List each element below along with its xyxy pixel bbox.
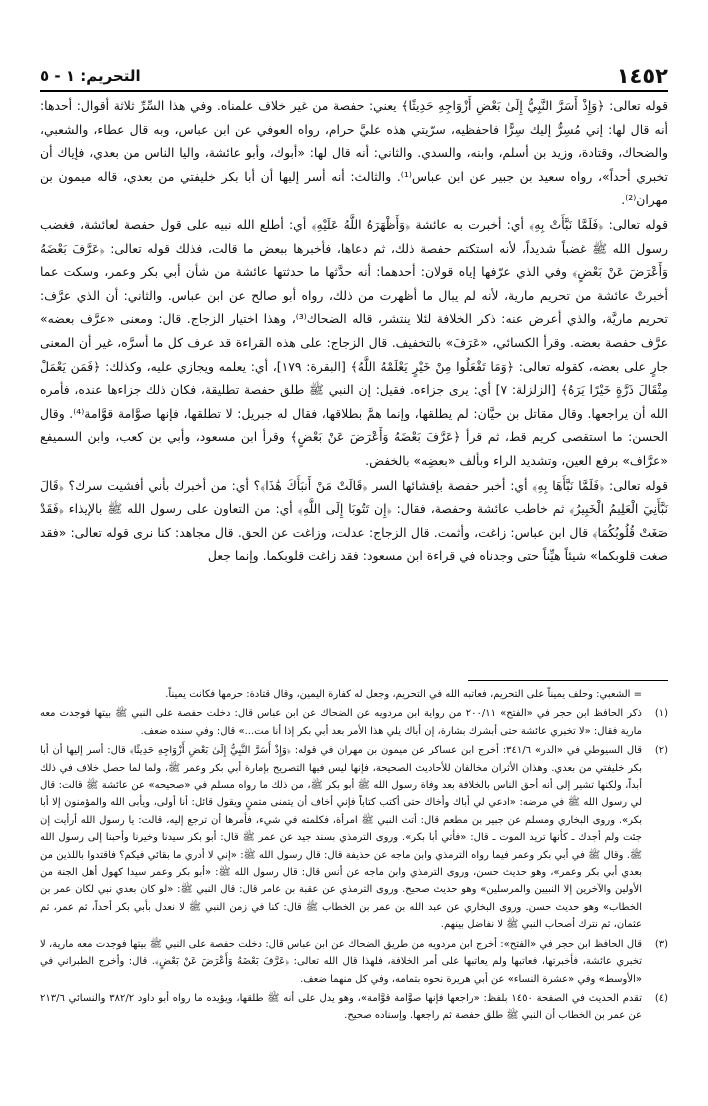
footnote-3 <box>40 936 668 988</box>
footnote-4 <box>40 990 668 1025</box>
footnotes <box>40 686 668 1027</box>
paragraph-verse-3: قوله تعالى: ﴿فَلَمَّا نَبَّأَهَا بِهِ﴾ أي: أخبر حفصة بإفشائها السر ﴿قَالَتْ مَنْ أَنبَأَكَ هَٰذَا﴾؟ أي: من أخبرك بأني أفشيت سرك؟ ﴿قَالَ نَبَّأَنِيَ الْعَلِيمُ الْخَبِيرُ﴾ ثم خاطب عائشة وحفصة، فقال: ﴿إِن تَتُوبَا إِلَى اللَّهِ﴾ أي: من التعاون على رسول الله ﷺ بالإيذاء ﴿فَقَدْ صَغَتْ قُلُوبُكُمَا﴾ قال ابن عباس: زاغت، وأثمت. قال الزجاج: عدلت، وزاغت عن الحق. قال مجاهد: كنا نرى قوله تعالى: «فقد صغت قلوبكما» شيئاً هيِّناً حتى وجدناه في قراءة ابن مسعود: فقد زاغت قلوبكما. وإنما جعل <box>40 477 668 564</box>
running-title: التحريم: ١ - ٥ <box>40 67 141 85</box>
footnote-number: (٤) <box>654 992 668 1004</box>
paragraph-verse-1: قوله تعالى: ﴿وَإِذْ أَسَرَّ النَّبِيُّ إِلَىٰ بَعْضِ أَزْوَاجِهِ حَدِيثًا﴾ يعني: حفصة من غير خلاف علمناه. وفي هذا السِّرِّ ثلاثة أقوال: أحدها: أنه قال لها: إني مُسِرٌّ إليك سِرًّا فاحفظيه، سرّيتي هذه عليَّ حرام، رواه العوفي عن ابن عباس، وبه قال عطاء، والشعبي، والضحاك، وقتادة، وزيد بن أسلم، وابنه، والسدي. والثاني: أنه قال لها: «أبوك، وأبو عائشة، واليا الناس من بعدي، فإياك أن تخبري أحداً»، رواه سعيد بن جبير عن ابن عباس⁽¹⁾. والثالث: أنه أسر إليها أن أبا بكر خليفتي من بعدي، قاله ميمون بن مهران⁽²⁾. <box>40 98 668 208</box>
footnote-text: قال الحافظ ابن حجر في «الفتح»: أخرج ابن مردويه من طريق الضحاك عن ابن عباس قال: دخلت حفصة على النبي ﷺ بيتها فوجدت معه مارية، لا تخبري عائشة، فأخبرتها، فعاتبها ولم يعاتبها على أمر الخلافة، فلهذا قال الله تعالى: ﴿عَرَّفَ بَعْضَهُ وَأَعْرَضَ عَنْ بَعْضٍ﴾. قال: وأخرج الطبراني في «الأوسط» وفي «عشرة النساء» عن أبي هريرة نحوه بتمامه، وفي كل منهما ضعف. <box>40 938 642 985</box>
footnote-2 <box>40 742 668 933</box>
footnote-1 <box>40 705 668 740</box>
page-header <box>40 62 668 92</box>
page-number: ١٤٥٢ <box>616 64 668 88</box>
footnote-text: ذكر الحافظ ابن حجر في «الفتح» ٢٠٠/١١ من رواية ابن مردويه عن الضحاك عن ابن عباس قال: دخلت حفصة على النبي ﷺ بيتها فوجدت معه مارية فقال: «لا تخبري عائشة حتى أبشرك بشارة، إن أباك يلي هذا الأمر بعد أبي بكر إذا أنا مت...» قال: وفي سنده ضعف. <box>40 708 642 737</box>
footnote-continuation <box>40 686 668 703</box>
footnote-number: (٣) <box>654 938 668 950</box>
footnote-text: = الشعبي: وحلف يميناً على التحريم، فعاتبه الله في التحريم، وجعل له كفارة اليمين، وقال قتادة: حرمها فكانت يميناً. <box>165 689 642 700</box>
footnote-number: (١) <box>654 708 668 720</box>
paragraph-verse-2: قوله تعالى: ﴿فَلَمَّا نَبَّأَتْ بِهِ﴾ أي: أخبرت به عائشة ﴿وَأَظْهَرَهُ اللَّهُ عَلَيْهِ﴾ أي: أطلع الله نبيه على قول حفصة لعائشة، فغضب رسول الله ﷺ غضباً شديداً، لأنه استكتم حفصة ذلك، ثم دعاها، فأخبرها ببعض ما قالت، فذلك قوله تعالى: ﴿عَرَّفَ بَعْضَهُ وَأَعْرَضَ عَنْ بَعْضٍ﴾ وفي الذي عرّفها إياه قولان: أحدهما: أنه حدَّثها ما حدثتها عائشة من شأن أبي بكر وعمر، وسكت عما أخبرتْ عائشة من تحريم مارية، لأنه لم يبال ما أظهرت من ذلك، رواه أبو صالح عن ابن عباس. والثاني: أن الذي عرَّف: تحريم ماريَّة، والذي أعرض عنه: ذكر الخلافة لئلا ينتشر، قاله الضحاك⁽³⁾، وهذا اختيار الزجاج. قال: ومعنى «عرَّف بعضه» عرَّف حفصة بعضه. وقرأ الكسائي، «عَرَفَ» بالتخفيف. قال الزجاج: على هذه القراءة قد عرف كل ما أسرَّه، غير أن المعنى جارٍ على بعضه، كقوله تعالى: ﴿وَمَا تَفْعَلُوا مِنْ خَيْرٍ يَعْلَمْهُ اللَّهُ﴾ [البقرة: ١٧٩]، أي: يعلمه ويجازي عليه، وكذلك: ﴿فَمَن يَعْمَلْ مِثْقَالَ ذَرَّةٍ خَيْرًا يَرَهُ﴾ [الزلزلة: ٧] أي: يرى جزاءه. فقيل: إن النبي ﷺ طلق حفصة تطليقة، فكان ذلك جزاءها عنده، فأمره الله أن يراجعها. وقال مقاتل بن حيَّان: لم يطلقها، وإنما همَّ بطلاقها، فقال له جبريل: لا تطلقها، فإنها صوَّامة قوَّامة⁽⁴⁾. وقال الحسن: ما استقصى كريم قط، ثم قرأ ﴿عَرَّفَ بَعْضَهُ وَأَعْرَضَ عَنْ بَعْضٍ﴾ وقرأ ابن مسعود، وأبي بن كعب، وابن السميفع «عرَّاف» برفع العين، وتشديد الراء وبألف «بعضِه» بالخفض. <box>40 216 668 468</box>
footnote-separator <box>468 680 668 681</box>
footnote-text: قال السيوطي في «الدر» ٣٤١/٦: أخرج ابن عساكر عن ميمون بن مهران في قوله: ﴿وَإِذْ أَسَرَّ النَّبِيُّ إِلَىٰ بَعْضِ أَزْوَاجِهِ حَدِيثًا﴾ قال: أسر إليها أن أبا بكر خليفتي من بعدي. وهذان الأثران مخالفان للأحاديث الصحيحة، فإنها ليس فيها التصريح بإمارة أبي بكر وعمر ﷺ، ولما لما حصل خلاف في ذلك أبداً، ولكنها تشير إلى أنه أحق الناس بالخلافة بعد وفاة رسول الله ﷺ أبو بكر ﷺ، من ذلك ما رواه مسلم في «صحيحه» عن عائشة ﷺ قالت: قال لي رسول الله ﷺ في مرضه: «ادعي لي أباك وأخاك حتى أكتب كتاباً فإني أخاف أن يتمنى متمنٍ ويقول قائل: أنا أولى، ويأبى الله والمؤمنون إلا أبا بكر». وروى البخاري ومسلم عن جبير بن مطعم قال: أتت النبي ﷺ امرأة، فكلمته في شيء، فأمرها أن ترجع إليه، قالت: يا رسول الله أرأيت إن جئت ولم أجدك ـ كأنها تريد الموت ـ قال: «فأتي أبا بكر». وروى الترمذي بسند جيد عن عمر ﷺ قال: أبو بكر سيدنا وخيرنا وأحبنا إلى رسول الله ﷺ. وقال ﷺ في أبي بكر وعمر فيما رواه الترمذي وابن ماجه عن حذيفة قال: قال رسول الله ﷺ: «إني لا أدري ما بقائي فيكم؟ فاقتدوا باللذين من بعدي أبي بكر وعمر»، وهو حديث حسن، وروى الترمذي وابن ماجه عن أنس قال: قال رسول الله ﷺ: «أبو بكر وعمر سيدا كهول أهل الجنة من الأولين والآخرين إلا النبيين والمرسلين» وهو حديث صحيح. وروى الترمذي عن عقبة بن عامر قال: قال النبي ﷺ: «لو كان بعدي نبي لكان عمر بن الخطاب» وهو حديث حسن. وروى البخاري عن عبد الله بن عمر بن الخطاب ﷺ قال: كنا في زمن النبي ﷺ لا نعدل بأبي بكر أحداً، ثم عمر، ثم عثمان، ثم نترك أصحاب النبي ﷺ لا نفاضل بينهم. <box>40 745 642 931</box>
footnote-number: (٢) <box>654 745 668 757</box>
footnote-text: تقدم الحديث في الصفحة ١٤٥٠ بلفظ: «راجعها فإنها صوَّامة قوَّامة»، وهو يدل على أنه ﷺ طلقها، ويؤيده ما رواه أبو داود ٣٨٢/٢ والنسائي ٢١٣/٦ عن عمر بن الخطاب أن النبي ﷺ طلق حفصة ثم راجعها. وإسناده صحيح. <box>40 992 642 1022</box>
main-text <box>40 94 668 569</box>
